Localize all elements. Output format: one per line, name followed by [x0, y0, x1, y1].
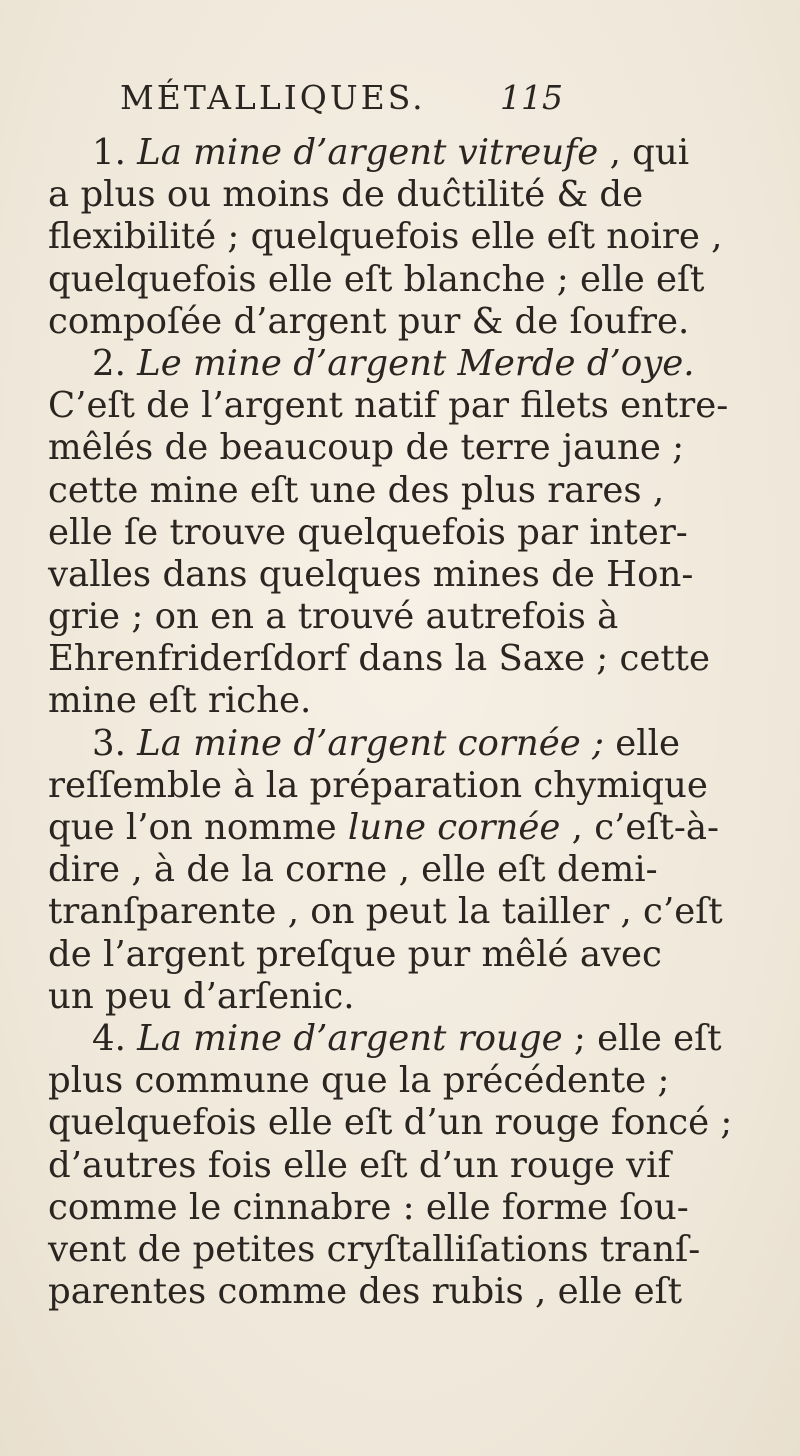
- text-line: dire , à de la corne , elle eſt demi-: [48, 849, 658, 891]
- text-line: a plus ou moins de duĉtilité & de: [48, 174, 644, 216]
- text-line: 2. Le mine d’argent Merde d’oye.: [92, 342, 695, 384]
- text-line: un peu d’arſenic.: [48, 975, 355, 1017]
- text-line: 4. La mine d’argent rouge ; elle eſt: [92, 1017, 722, 1059]
- text-line: 1. La mine d’argent vitreufe , qui: [92, 132, 690, 173]
- text-line: cette mine eſt une des plus rares ,: [48, 469, 665, 511]
- text-line: grie ; on en a trouvé autrefois à: [48, 596, 619, 638]
- text-line: compoſée d’argent pur & de ſoufre.: [48, 300, 690, 342]
- text-line: quelquefois elle eſt blanche ; elle eſt: [48, 258, 705, 300]
- text-line: tranſparente , on peut la tailler , c’eſt: [48, 891, 723, 933]
- text-line: Ehrenfriderſdorf dans la Saxe ; cette: [48, 638, 710, 680]
- body-text: [48, 132, 733, 1313]
- text-line: vent de petites cryſtalliſations tranſ-: [48, 1228, 701, 1270]
- text-line: flexibilité ; quelquefois elle eſt noire ,: [48, 216, 723, 258]
- text-line: plus commune que la précédente ;: [48, 1060, 670, 1102]
- running-head: MÉTALLIQUES.: [120, 78, 426, 117]
- page-number: 115: [500, 78, 563, 117]
- text-line: que l’on nomme lune cornée , c’eſt-à-: [48, 807, 719, 848]
- page-header: [120, 78, 680, 128]
- text-line: quelquefois elle eſt d’un rouge foncé ;: [48, 1102, 733, 1144]
- text-line: C’eſt de l’argent natif par filets entre-: [48, 385, 729, 427]
- text-line: elle ſe trouve quelquefois par inter-: [48, 511, 688, 553]
- text-line: parentes comme des rubis , elle eſt: [48, 1271, 683, 1313]
- text-line: comme le cinnabre : elle forme ſou-: [48, 1186, 689, 1228]
- text-line: valles dans quelques mines de Hon-: [48, 553, 694, 595]
- text-line: d’autres fois elle eſt d’un rouge vif: [48, 1144, 671, 1186]
- text-line: mêlés de beaucoup de terre jaune ;: [48, 427, 685, 469]
- text-line: 3. La mine d’argent cornée ; elle: [92, 722, 681, 764]
- text-line: mine eſt riche.: [48, 680, 312, 722]
- text-line: reſſemble à la préparation chymique: [48, 764, 708, 806]
- text-line: de l’argent preſque pur mêlé avec: [48, 933, 662, 975]
